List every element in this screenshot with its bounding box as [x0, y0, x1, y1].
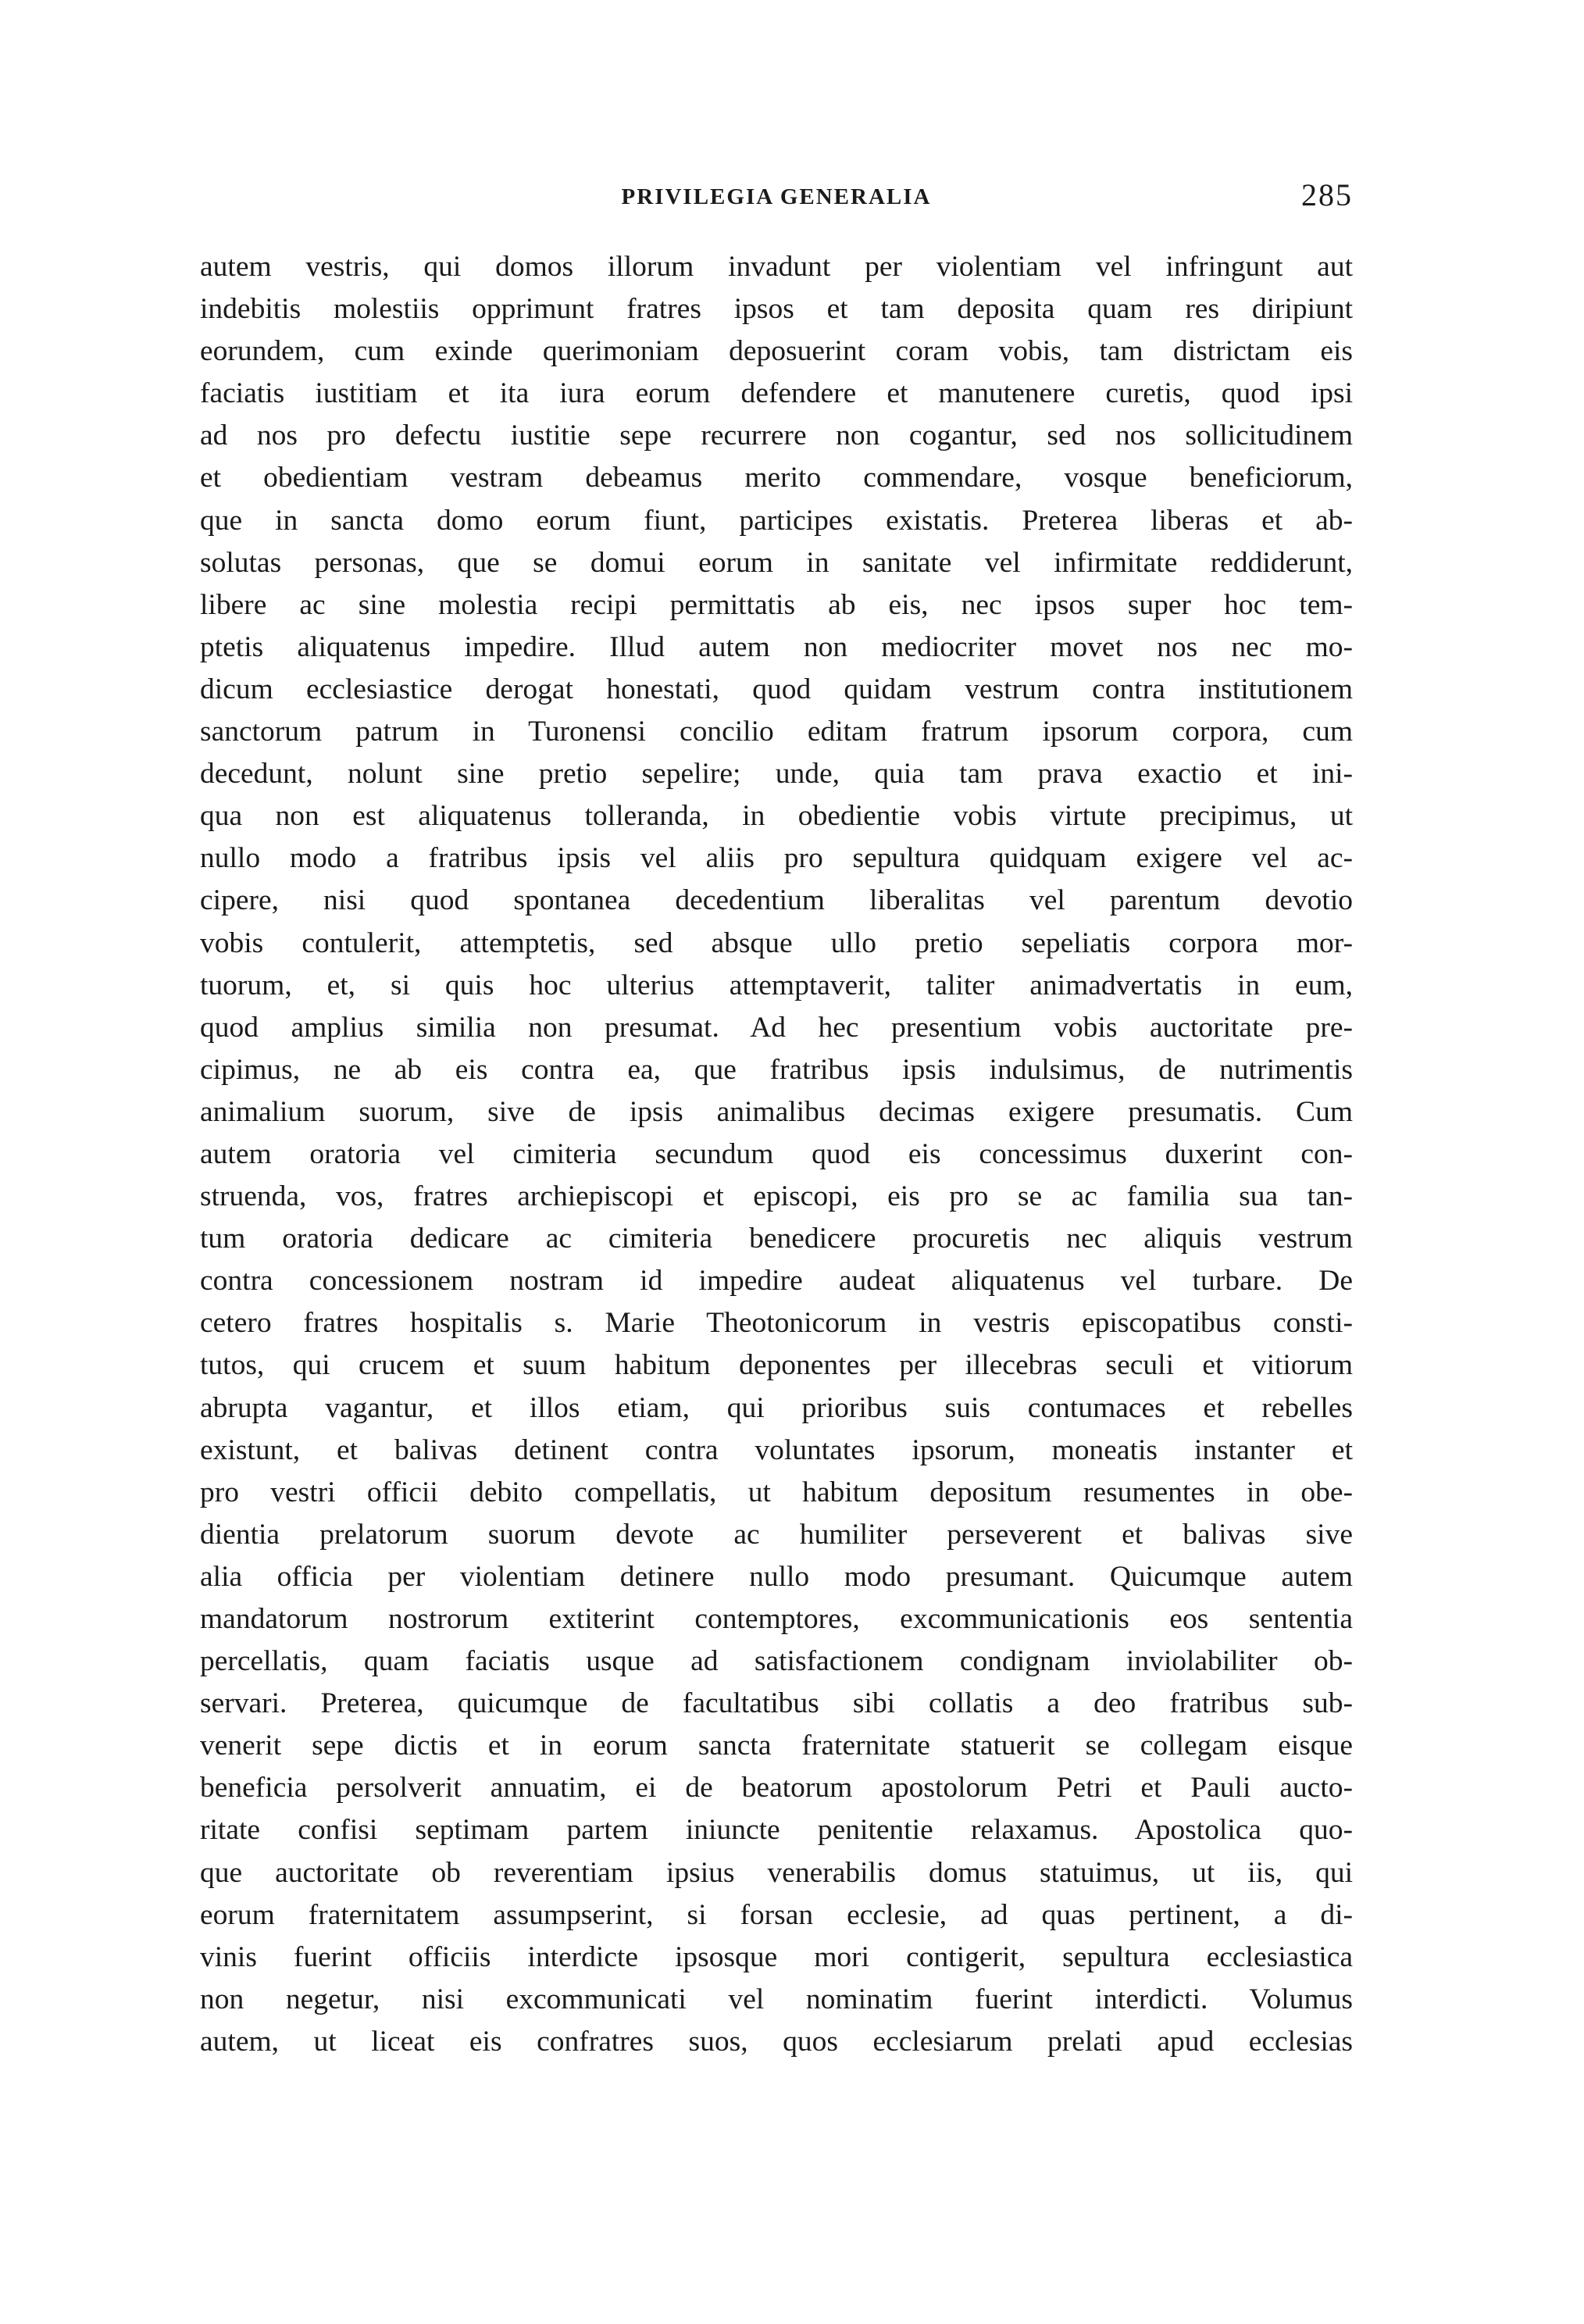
page-number: 285 — [1301, 177, 1353, 212]
text-line: pro vestri officii debito compellatis, ut habitum depositum resumentes in obe- — [200, 1476, 1353, 1508]
text-line: vinis fuerint officiis interdicte ipsosque mori contigerit, sepultura ecclesiastica — [200, 1940, 1353, 1973]
text-line: percellatis, quam faciatis usque ad satisfactionem condignam inviolabiliter ob- — [200, 1645, 1353, 1678]
text-line: cipimus, ne ab eis contra ea, que fratribus ipsis indulsimus, de nutrimentis — [200, 1053, 1353, 1086]
text-line: autem oratoria vel cimiteria secundum quod eis concessimus duxerint con- — [200, 1137, 1353, 1170]
text-line: ptetis aliquatenus impedire. Illud autem non mediocriter movet nos nec mo- — [200, 630, 1353, 663]
text-line: existunt, et balivas detinent contra voluntates ipsorum, moneatis instanter et — [200, 1433, 1353, 1466]
text-line: indebitis molestiis opprimunt fratres ipsos et tam deposita quam res diripiunt — [200, 293, 1353, 326]
running-title: PRIVILEGIA GENERALIA — [621, 184, 932, 209]
text-line: servari. Preterea, quicumque de facultatibus sibi collatis a deo fratribus sub- — [200, 1687, 1353, 1720]
text-line: dientia prelatorum suorum devote ac humiliter perseverent et balivas sive — [200, 1518, 1353, 1551]
text-line: cipere, nisi quod spontanea decedentium liberalitas vel parentum devotio — [200, 884, 1353, 917]
text-line: beneficia persolverit annuatim, ei de beatorum apostolorum Petri et Pauli aucto- — [200, 1772, 1353, 1805]
text-line: alia officia per violentiam detinere nullo modo presumant. Quicumque autem — [200, 1560, 1353, 1593]
text-line: mandatorum nostrorum extiterint contemptores, excommunicationis eos sententia — [200, 1603, 1353, 1635]
text-line: venerit sepe dictis et in eorum sancta fraternitate statuerit se collegam eisque — [200, 1730, 1353, 1762]
text-line: solutas personas, que se domui eorum in sanitate vel infirmitate reddiderunt, — [200, 546, 1353, 579]
text-line: decedunt, nolunt sine pretio sepelire; unde, quia tam prava exactio et ini- — [200, 758, 1353, 791]
text-line: contra concessionem nostram id impedire audeat aliquatenus vel turbare. De — [200, 1265, 1353, 1298]
text-line: que auctoritate ob reverentiam ipsius venerabilis domus statuimus, ut iis, qui — [200, 1856, 1353, 1889]
text-line: quod amplius similia non presumat. Ad hec presentium vobis auctoritate pre- — [200, 1011, 1353, 1044]
text-line: eorum fraternitatem assumpserint, si forsan ecclesie, ad quas pertinent, a di- — [200, 1898, 1353, 1931]
text-line: eorundem, cum exinde querimoniam deposuerint coram vobis, tam districtam eis — [200, 335, 1353, 368]
text-line: dicum ecclesiastice derogat honestati, quod quidam vestrum contra institutionem — [200, 673, 1353, 705]
text-line: que in sancta domo eorum fiunt, participes existatis. Preterea liberas et ab- — [200, 504, 1353, 537]
text-line: libere ac sine molestia recipi permittatis ab eis, nec ipsos super hoc tem- — [200, 588, 1353, 621]
text-line: struenda, vos, fratres archiepiscopi et episcopi, eis pro se ac familia sua tan- — [200, 1180, 1353, 1213]
body-text — [200, 246, 1353, 2063]
text-line: autem, ut liceat eis confratres suos, quos ecclesiarum prelati apud ecclesias — [200, 2025, 1353, 2058]
text-line: faciatis iustitiam et ita iura eorum defendere et manutenere curetis, quod ipsi — [200, 377, 1353, 410]
text-line: ad nos pro defectu iustitie sepe recurrere non cogantur, sed nos sollicitudinem — [200, 419, 1353, 452]
text-line: tum oratoria dedicare ac cimiteria benedicere procuretis nec aliquis vestrum — [200, 1223, 1353, 1255]
text-line: ritate confisi septimam partem iniuncte penitentie relaxamus. Apostolica quo- — [200, 1814, 1353, 1847]
text-line: abrupta vagantur, et illos etiam, qui prioribus suis contumaces et rebelles — [200, 1391, 1353, 1424]
text-line: et obedientiam vestram debeamus merito commendare, vosque beneficiorum, — [200, 462, 1353, 494]
text-line: non negetur, nisi excommunicati vel nominatim fuerint interdicti. Volumus — [200, 1983, 1353, 2015]
text-line: sanctorum patrum in Turonensi concilio editam fratrum ipsorum corpora, cum — [200, 716, 1353, 748]
page-header — [200, 177, 1353, 212]
text-line: autem vestris, qui domos illorum invadunt per violentiam vel infringunt aut — [200, 251, 1353, 283]
text-line: qua non est aliquatenus tolleranda, in obedientie vobis virtute precipimus, ut — [200, 800, 1353, 833]
text-line: nullo modo a fratribus ipsis vel aliis pro sepultura quidquam exigere vel ac- — [200, 842, 1353, 875]
text-line: vobis contulerit, attemptetis, sed absque ullo pretio sepeliatis corpora mor- — [200, 926, 1353, 959]
text-line: tuorum, et, si quis hoc ulterius attemptaverit, taliter animadvertatis in eum, — [200, 969, 1353, 1001]
text-line: cetero fratres hospitalis s. Marie Theotonicorum in vestris episcopatibus consti- — [200, 1307, 1353, 1340]
text-line: animalium suorum, sive de ipsis animalibus decimas exigere presumatis. Cum — [200, 1095, 1353, 1128]
text-line: tutos, qui crucem et suum habitum deponentes per illecebras seculi et vitiorum — [200, 1349, 1353, 1382]
